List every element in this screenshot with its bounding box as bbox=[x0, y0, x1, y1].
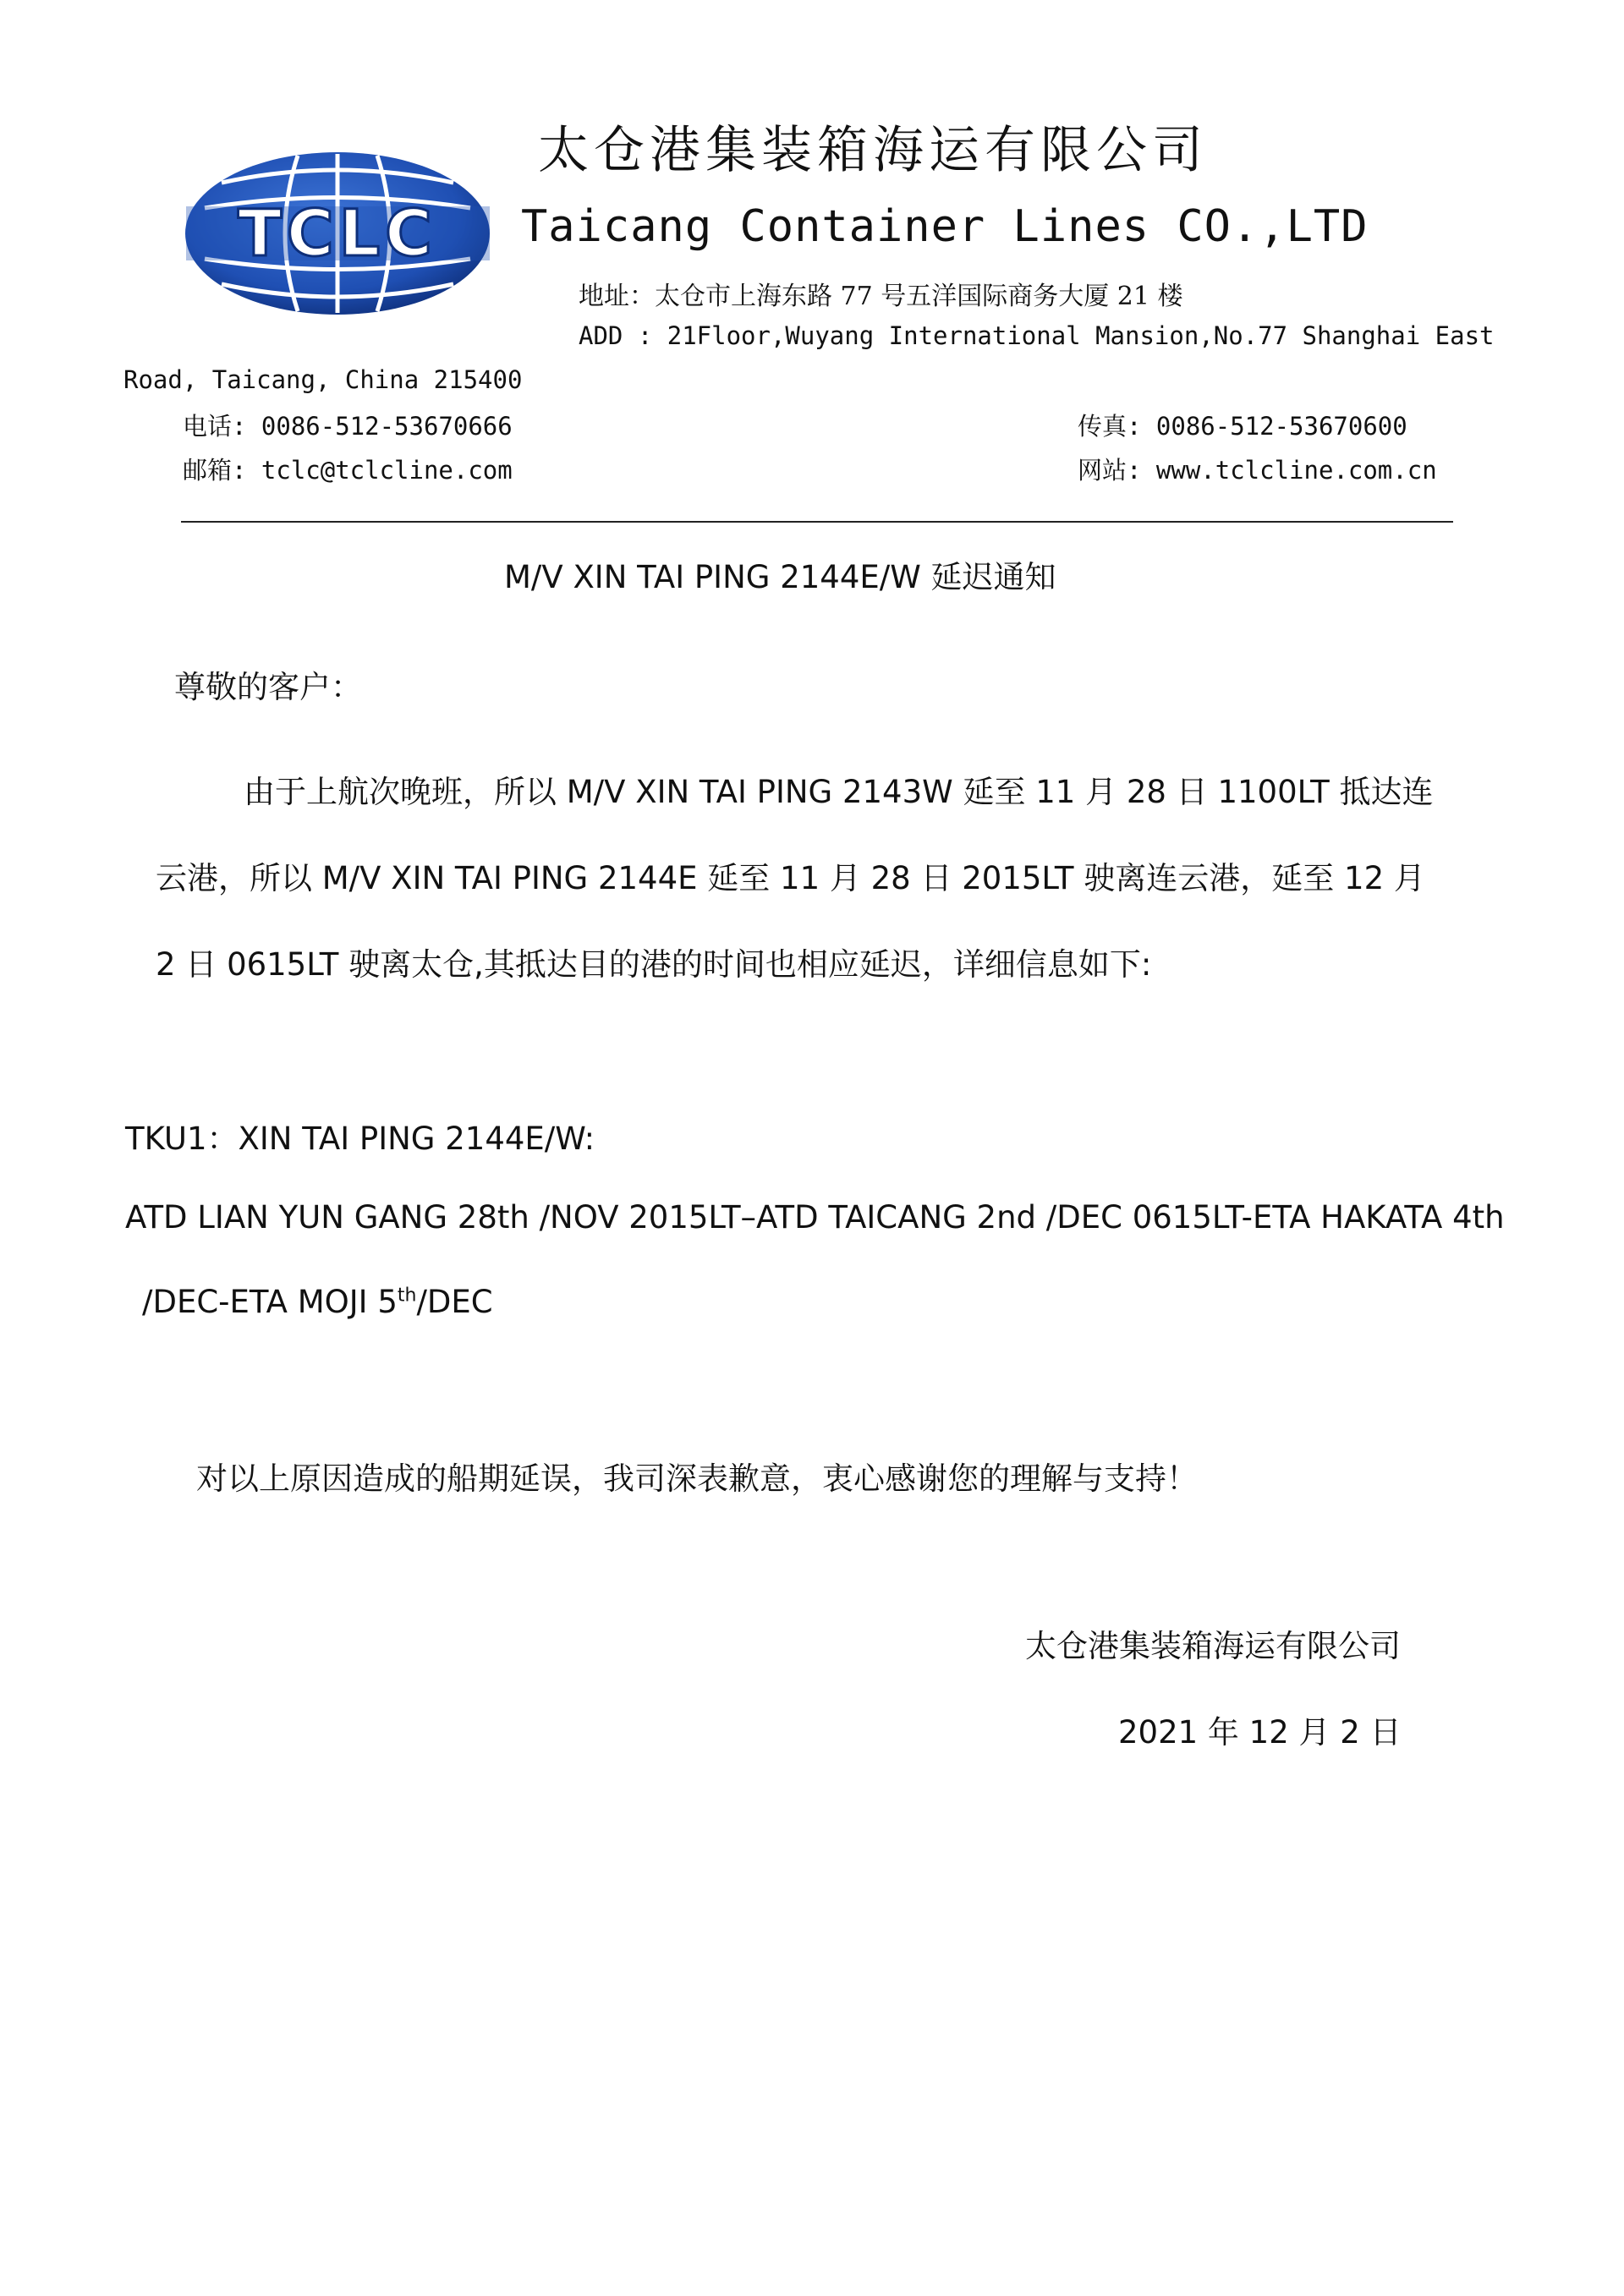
schedule-line-1: ATD LIAN YUN GANG 28th /NOV 2015LT–ATD TAICANG 2nd /DEC 0615LT-ETA HAKATA 4th bbox=[125, 1199, 1505, 1236]
website-url: 网站: www.tclcline.com.cn bbox=[1078, 456, 1437, 485]
company-name-cn: 太仓港集装箱海运有限公司 bbox=[538, 121, 1208, 180]
paragraph-line-3: 2 日 0615LT 驶离太仓,其抵达目的港的时间也相应延迟，详细信息如下: bbox=[156, 946, 1152, 983]
email-address: 邮箱: tclc@tclcline.com bbox=[183, 456, 513, 485]
logo-text: TCLC bbox=[238, 195, 437, 271]
notice-title: M/V XIN TAI PING 2144E/W 延迟通知 bbox=[504, 559, 1056, 595]
schedule-line-2-pre: /DEC-ETA MOJI 5 bbox=[142, 1284, 398, 1320]
schedule-line-2 bbox=[142, 1284, 493, 1320]
paragraph-line-2: 云港，所以 M/V XIN TAI PING 2144E 延至 11 月 28 日 2015LT 驶离连云港，延至 12 月 bbox=[156, 860, 1425, 896]
address-en-line1: ADD : 21Floor,Wuyang International Mansion,No.77 Shanghai East bbox=[579, 321, 1495, 350]
company-logo bbox=[179, 149, 497, 318]
phone-number: 电话: 0086-512-53670666 bbox=[183, 412, 513, 441]
salutation: 尊敬的客户： bbox=[174, 669, 362, 705]
paragraph-line-1: 由于上航次晚班，所以 M/V XIN TAI PING 2143W 延至 11 月 28 日 1100LT 抵达连 bbox=[244, 774, 1434, 810]
company-name-en: Taicang Container Lines CO.,LTD bbox=[521, 201, 1369, 252]
signature-company: 太仓港集装箱海运有限公司 bbox=[1025, 1628, 1401, 1664]
signature-date: 2021 年 12 月 2 日 bbox=[1118, 1714, 1402, 1751]
service-line: TKU1：XIN TAI PING 2144E/W: bbox=[125, 1121, 595, 1157]
apology-text: 对以上原因造成的船期延误，我司深表歉意，衷心感谢您的理解与支持！ bbox=[196, 1460, 1198, 1497]
schedule-line-2-post: /DEC bbox=[416, 1284, 493, 1320]
header-divider bbox=[181, 521, 1453, 523]
schedule-line-2-sup: th bbox=[397, 1285, 417, 1307]
address-en-line2: Road, Taicang, China 215400 bbox=[123, 365, 523, 394]
address-cn: 地址：太仓市上海东路 77 号五洋国际商务大厦 21 楼 bbox=[579, 282, 1183, 311]
fax-number: 传真: 0086-512-53670600 bbox=[1078, 412, 1407, 441]
